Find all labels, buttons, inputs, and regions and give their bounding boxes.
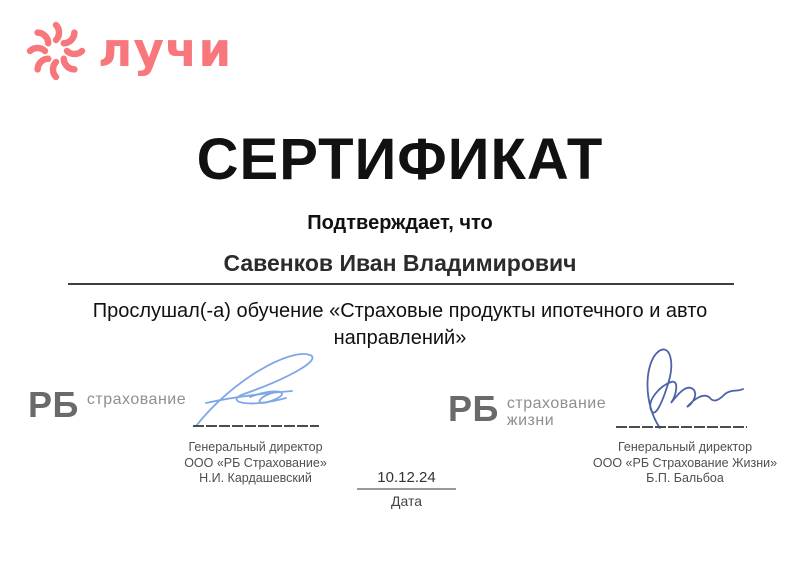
course-line-2: направлений» xyxy=(333,327,467,349)
date-label: Дата xyxy=(390,493,422,509)
signer-right-person: Б.П. Бальбоа xyxy=(646,471,724,485)
signer-right-role: Генеральный директор xyxy=(617,440,753,454)
rb-insurance-logo xyxy=(28,384,187,425)
rb-logo-type-line-1: страхование xyxy=(506,395,607,412)
signer-right-company: ООО «РБ Страхование Жизни» xyxy=(592,455,778,470)
course-line-1: Прослушал(-а) обучение «Страховые продукты ипотечного и авто xyxy=(92,300,708,322)
course-description xyxy=(80,298,720,352)
rb-logo-mark: РБ xyxy=(448,388,499,429)
brand-logo xyxy=(26,21,232,81)
rb-logo-type: страхование xyxy=(86,391,187,408)
signer-block-left xyxy=(168,440,343,487)
rb-logo-type-line-2: жизни xyxy=(506,412,555,429)
signature-line-left xyxy=(193,425,319,427)
certificate-title: СЕРТИФИКАТ xyxy=(196,127,604,192)
signer-block-right xyxy=(592,440,778,487)
rb-logo-type xyxy=(507,395,606,429)
signature-right-image xyxy=(630,342,750,430)
recipient-underline xyxy=(68,283,734,285)
signature-line-right xyxy=(616,426,747,428)
signer-left-person: Н.И. Кардашевский xyxy=(199,471,312,485)
rays-burst-icon xyxy=(26,21,86,81)
date-block xyxy=(357,469,456,509)
rb-life-insurance-logo xyxy=(448,388,607,429)
date-value: 10.12.24 xyxy=(357,469,456,490)
signature-left-image xyxy=(192,346,332,428)
signer-left-role: Генеральный директор xyxy=(188,440,323,454)
recipient-name: Савенков Иван Владимирович xyxy=(223,250,577,276)
rb-logo-mark: РБ xyxy=(28,384,79,425)
certificate-subtitle: Подтверждает, что xyxy=(307,212,493,234)
signer-left-company: ООО «РБ Страхование» xyxy=(184,455,327,470)
brand-wordmark: лучи xyxy=(98,23,233,78)
